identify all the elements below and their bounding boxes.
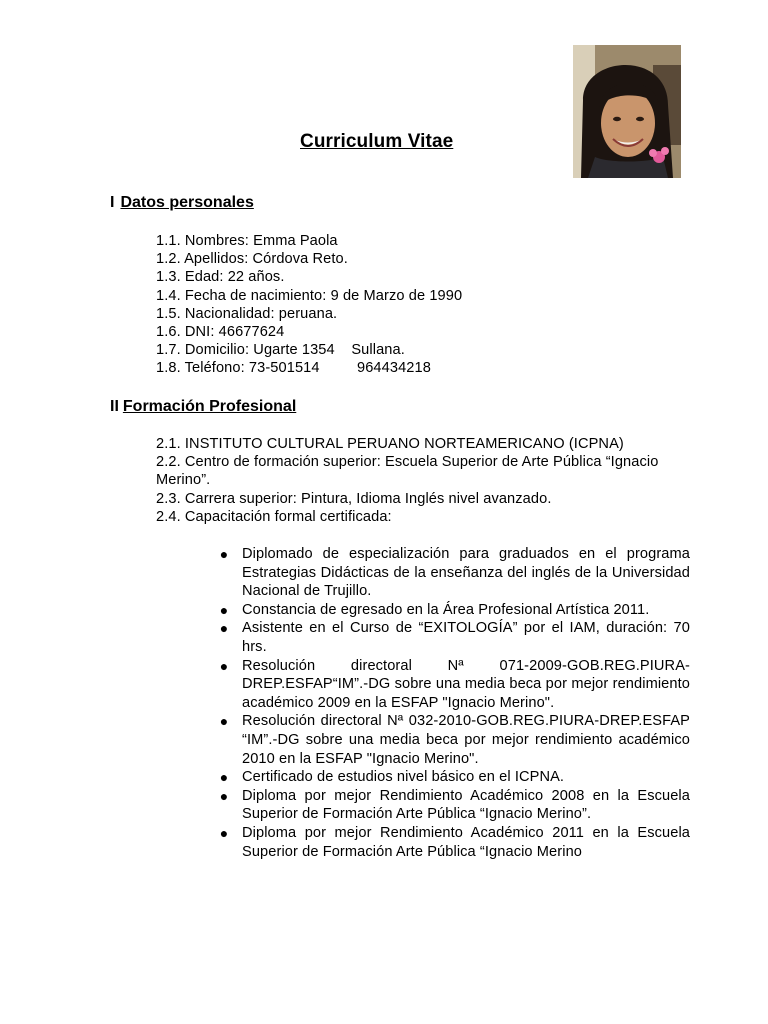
bullet-item — [218, 824, 690, 861]
bullet-item — [218, 619, 690, 656]
bullet-text: Diploma por mejor Rendimiento Académico 2008 en la Escuela Superior de Formación Arte Pública “Ignacio Merino”. — [242, 787, 690, 823]
bullet-text: Diplomado de especialización para graduados en el programa Estrategias Didácticas de la enseñanza del inglés de la Universidad Nacional de Trujillo. — [242, 546, 690, 600]
bullet-text: Resolución directoral Nª 032-2010-GOB.REG.PIURA-DREP.ESFAP “IM”.-DG sobre una media beca por mejor rendimiento académico 2010 en la ESFAP "Ignacio Merino". — [242, 713, 690, 767]
section-title: Formación Profesional — [122, 398, 297, 415]
list-item: 1.1. Nombres: Emma Paola — [156, 233, 338, 249]
bullet-icon: ● — [219, 713, 229, 730]
profile-photo — [573, 45, 681, 178]
list-item: 1.6. DNI: 46677624 — [156, 324, 285, 341]
bullet-text: Constancia de egresado en la Área Profesional Artística 2011. — [242, 601, 650, 618]
list-item: 1.5. Nacionalidad: peruana. — [156, 305, 338, 322]
bullet-icon: ● — [219, 787, 229, 804]
bullet-item — [218, 768, 690, 787]
bullet-text: Diploma por mejor Rendimiento Académico 2011 en la Escuela Superior de Formación Arte Pública “Ignacio Merino — [242, 824, 690, 860]
bullet-icon: ● — [219, 546, 229, 562]
section-number: II — [110, 398, 119, 415]
bullet-item — [218, 712, 690, 768]
training-list — [156, 435, 696, 526]
personal-data-list — [156, 232, 462, 378]
bullet-item — [218, 601, 690, 620]
list-item: 2.1. INSTITUTO CULTURAL PERUANO NORTEAMERICANO (ICPNA) — [156, 436, 624, 452]
bullet-icon: ● — [219, 657, 229, 674]
list-item: 2.4. Capacitación formal certificada: — [156, 508, 392, 525]
bullet-text: Certificado de estudios nivel básico en el ICPNA. — [242, 769, 565, 786]
section-number: I — [110, 194, 115, 211]
bullet-icon: ● — [219, 620, 229, 637]
list-item: 1.7. Domicilio: Ugarte 1354 Sullana. — [156, 342, 405, 359]
list-item: 2.2. Centro de formación superior: Escuela Superior de Arte Pública “Ignacio Merino”. — [156, 454, 659, 489]
portrait-image — [573, 45, 681, 178]
bullet-icon: ● — [219, 824, 229, 841]
list-item: 1.2. Apellidos: Córdova Reto. — [156, 251, 348, 268]
bullet-item — [218, 787, 690, 824]
list-item: 2.3. Carrera superior: Pintura, Idioma Inglés nivel avanzado. — [156, 490, 552, 507]
bullet-item — [218, 545, 690, 601]
bullet-icon: ● — [219, 601, 229, 618]
bullet-item — [218, 657, 690, 713]
bullet-text: Resolución directoral Nª 071-2009-GOB.REG.PIURA-DREP.ESFAP“IM”.-DG sobre una media beca por mejor rendimiento académico 2009 en la ESFAP "Ignacio Merino". — [242, 657, 690, 711]
list-item: 1.8. Teléfono: 73-501514 964434218 — [156, 360, 431, 377]
section-heading-personal — [110, 194, 254, 212]
section-heading-training — [110, 398, 296, 416]
bullet-text: Asistente en el Curso de “EXITOLOGÍA” por el IAM, duración: 70 hrs. — [242, 620, 690, 655]
list-item: 1.3. Edad: 22 años. — [156, 269, 285, 286]
certifications-list — [218, 545, 690, 861]
list-item: 1.4. Fecha de nacimiento: 9 de Marzo de 1990 — [156, 287, 463, 304]
page-title: Curriculum Vitae — [300, 131, 454, 152]
bullet-icon: ● — [219, 769, 229, 786]
section-title: Datos personales — [120, 194, 254, 211]
